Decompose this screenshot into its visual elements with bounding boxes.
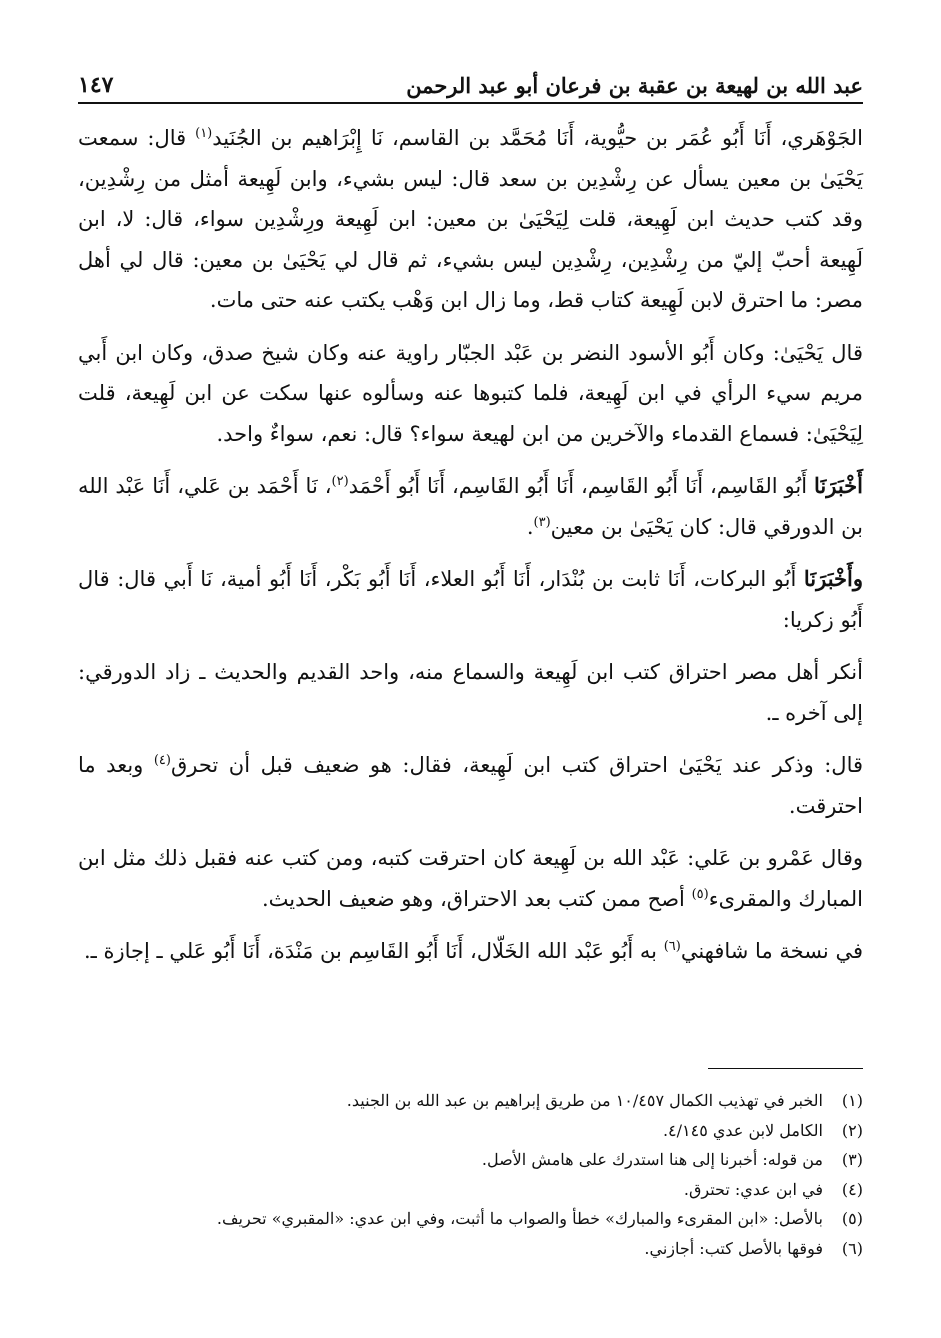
paragraph-2: قال يَحْيَىٰ: وكان أَبُو الأسود النضر بن عَبْد الجبّار راوية عنه وكان شيخ صدق، وكان ابن أَبي مريم سيء الرأي في ابن لَهِيعة، فلما كتبوها عنه وسألوه عنها سكت عن ابن لَهِيعة، قلت لِيَحْيَىٰ: فسماع القدماء والآخرين من ابن لهيعة سواء؟ قال: نعم، سواءٌ واحد. bbox=[78, 340, 863, 446]
text-run: ، نَا أَحْمَد بن عَلي، أَنَا عَبْد الله بن الدورقي قال: كان يَحْيَىٰ بن معين bbox=[78, 474, 863, 539]
text-run: وقال عَمْرو بن عَلي: عَبْد الله بن لَهِيعة كان احترقت كتبه، ومن كتب عنه فقبل ذلك مثل ابن المبارك والمقرىء bbox=[78, 846, 863, 911]
text-run: وبعد ما احترقت. bbox=[78, 753, 863, 818]
footnote-2 bbox=[78, 1116, 863, 1146]
main-text bbox=[78, 118, 863, 984]
footnote-text: بالأصل: «ابن المقرىء والمبارك» خطأ والصواب ما أثبت، وفي ابن عدي: «المقبري» تحريف. bbox=[216, 1209, 823, 1228]
paragraph-4 bbox=[78, 559, 863, 640]
footnote-text: الخبر في تهذيب الكمال ١٠/٤٥٧ من طريق إبراهيم بن عبد الله بن الجنيد. bbox=[346, 1091, 823, 1110]
footnote-3 bbox=[78, 1145, 863, 1175]
text-run: أَبُو البركات، أَنَا ثابت بن بُنْدَار، أَنَا أَبُو العلاء، أَنَا أَبُو بَكْر، أَنَا أَبُو أمية، نَا أَبي قال: قال أَبُو زكريا: bbox=[78, 567, 863, 632]
footnote-divider bbox=[708, 1068, 863, 1069]
paragraph-8 bbox=[78, 931, 863, 972]
text-run: الجَوْهَري، أَنَا أَبُو عُمَر بن حيُّوية، أَنَا مُحَمَّد بن القاسم، نَا إِبْرَاهيم بن الجُنَيد bbox=[212, 126, 864, 150]
footnote-ref[interactable]: (١) bbox=[195, 126, 213, 141]
page-header bbox=[78, 58, 863, 104]
footnote-text: في ابن عدي: تحترق. bbox=[683, 1179, 823, 1199]
footnote-number: (٤) bbox=[841, 1179, 863, 1199]
footnote-1 bbox=[78, 1086, 863, 1116]
isnad-lead: وأَخْبَرَنَا bbox=[803, 566, 863, 591]
footnotes bbox=[78, 1086, 863, 1263]
footnote-text: فوقها بالأصل كتب: أجازني. bbox=[644, 1238, 823, 1258]
footnote-number: (٣) bbox=[841, 1150, 863, 1169]
footnote-4 bbox=[78, 1175, 863, 1205]
text-run: به أَبُو عَبْد الله الخَلّال، أَنَا أَبُو القَاسِم بن مَنْدَة، أَنَا أَبُو عَلي ـ إجازة ـ. bbox=[83, 939, 664, 963]
text-run: قال: وذكر عند يَحْيَىٰ احتراق كتب ابن لَهِيعة، فقال: هو ضعيف قبل أن تحرق bbox=[170, 753, 864, 777]
footnote-6 bbox=[78, 1234, 863, 1264]
paragraph-7 bbox=[78, 838, 863, 919]
text-run: . bbox=[526, 514, 534, 539]
footnote-ref[interactable]: (٦) bbox=[663, 939, 681, 954]
page-number: ١٤٧ bbox=[78, 72, 114, 98]
footnote-text: من قوله: أخبرنا إلى هنا استدرك على هامش الأصل. bbox=[481, 1150, 823, 1169]
text-run: قال: سمعت يَحْيَىٰ بن معين يسأل عن رِشْدِين بن سعد قال: ليس بشيء، وابن لَهِيعة أمثل من رِشْدِين، وقد كتب حديث ابن لَهِيعة، قلت لِيَحْيَىٰ بن معين: ابن لَهِيعة ورِشْدِين سواء، قال: لا، ابن لَهِيعة أحبّ إليّ من رِشْدِين، رِشْدِين ليس بشيء، ثم قال لي يَحْيَىٰ بن معين: قال لي أهل مصر: ما احترق لابن لَهِيعة كتاب قط، وما زال ابن وَهْب يكتب عنه حتى مات. bbox=[78, 126, 863, 312]
footnote-ref[interactable]: (٣) bbox=[533, 514, 551, 530]
footnote-ref[interactable]: (٢) bbox=[331, 474, 349, 489]
footnote-ref[interactable]: (٤) bbox=[153, 753, 171, 768]
isnad-lead: أَخْبَرَنَا bbox=[814, 473, 863, 498]
text-run: أَبُو القَاسِم، أَنَا أَبُو القَاسِم، أَنَا أَبُو القَاسِم، أَنَا أَبُو أَحْمَد bbox=[348, 474, 815, 498]
text-run: أصح ممن كتب بعد الاحتراق، وهو ضعيف الحديث. bbox=[261, 886, 692, 911]
footnote-number: (٢) bbox=[841, 1120, 863, 1140]
paragraph-6 bbox=[78, 745, 863, 826]
footnote-5 bbox=[78, 1204, 863, 1234]
running-title: عبد الله بن لهيعة بن عقبة بن فرعان أبو عبد الرحمن bbox=[406, 73, 863, 98]
paragraph-1 bbox=[78, 118, 863, 321]
footnote-ref[interactable]: (٥) bbox=[691, 886, 709, 902]
paragraph-3 bbox=[78, 466, 863, 547]
footnote-number: (١) bbox=[841, 1091, 863, 1110]
footnote-number: (٦) bbox=[841, 1238, 863, 1258]
text-run: في نسخة ما شافهني bbox=[680, 939, 863, 963]
footnote-number: (٥) bbox=[841, 1209, 863, 1228]
footnote-text: الكامل لابن عدي ٤/١٤٥. bbox=[662, 1120, 823, 1140]
paragraph-5: أنكر أهل مصر احتراق كتب ابن لَهِيعة والسماع منه، واحد القديم والحديث ـ زاد الدورقي: إلى آخره ـ. bbox=[78, 660, 863, 725]
